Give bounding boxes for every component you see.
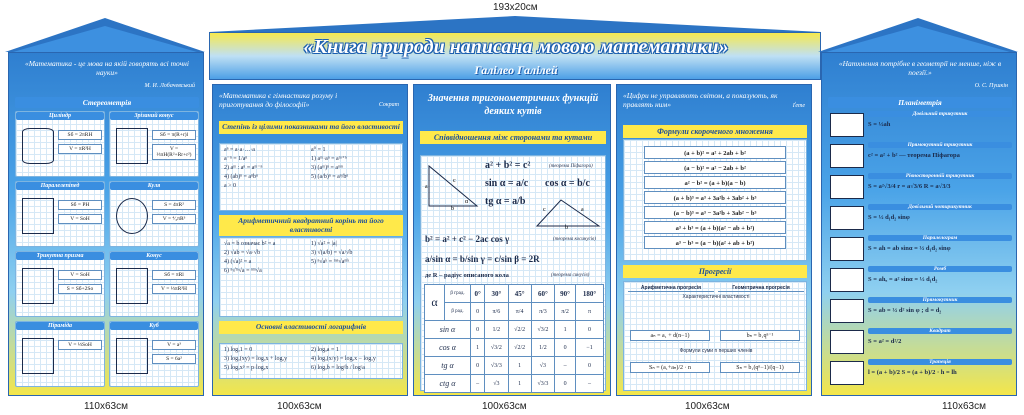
mid1-formula: 4) (ab)ⁿ = aⁿbⁿ xyxy=(224,174,258,180)
plan-shape-icon xyxy=(830,113,864,137)
progression-col-arith: Арифметична прогресія xyxy=(628,285,714,292)
stereo-card xyxy=(109,321,199,387)
plan-shape-icon xyxy=(830,144,864,168)
trig-rad-cell: π/2 xyxy=(555,303,576,321)
plan-shape-icon xyxy=(830,175,864,199)
svg-text:a: a xyxy=(425,184,428,190)
tg-formula: tg α = a/b xyxy=(485,196,526,207)
mid1-formula: 2) logₐa = 1 xyxy=(311,347,339,353)
mid1-panel xyxy=(212,84,408,396)
mid1-formula: 2) √ab = √a·√b xyxy=(224,250,261,256)
right-quote: «Натхнення потрібне в геометрії не менше, ніж в поезії.» xyxy=(838,59,1002,78)
dim-right: 110х63см xyxy=(942,401,986,412)
mid1-formula: 5) ⁿ√aᵏ = ᵐⁿ√aᵐᵏ xyxy=(311,259,350,265)
mid1-formula: 1) √a² = |a| xyxy=(311,241,337,247)
plan-item xyxy=(828,173,1012,202)
mid1-section-title: Арифметичний квадратний корінь та його властивості xyxy=(219,215,403,236)
trig-cell: √3 xyxy=(485,375,508,393)
stereo-card-label: Паралелепіпед xyxy=(16,182,104,190)
right-author: О. С. Пушкін xyxy=(974,83,1008,89)
short-mult-formula: a³ + b³ = (a + b)(a² − ab + b²) xyxy=(644,221,786,234)
trig-cell: tg α xyxy=(425,357,471,375)
trig-rad-cell: π xyxy=(576,303,604,321)
trig-header-cell: α xyxy=(425,285,445,321)
plan-shape-icon xyxy=(830,268,864,292)
mid1-author: Сократ xyxy=(378,102,399,108)
plan-item-label: Паралелограм xyxy=(868,235,1012,241)
progression-formula-1: aₙ = a₁ + d(n−1) xyxy=(630,330,710,341)
progression-col-geom: Геометрична прогресія xyxy=(718,285,804,292)
pythagoras-note: (теорема Піфагора) xyxy=(549,164,593,169)
plan-item xyxy=(828,204,1012,233)
trig-cell: 1/2 xyxy=(531,339,554,357)
sin-formula: sin α = a/c xyxy=(485,178,529,189)
trig-cell: 0 xyxy=(576,357,604,375)
dim-top: 193х20см xyxy=(493,2,538,13)
plan-item xyxy=(828,111,1012,140)
mid1-section-body xyxy=(219,343,403,379)
mid1-formula: 2) aᵐ : aⁿ = aᵐ⁻ⁿ xyxy=(224,165,263,171)
r-note: де R – радіус описаного кола xyxy=(425,272,509,279)
banner xyxy=(209,32,821,80)
mid1-formula: 3) logₐ(xy) = logₐx + logₐy xyxy=(224,356,288,362)
progression-card xyxy=(623,281,807,391)
short-mult-formula: (a − b)³ = a³ − 3a²b + 3ab² − b³ xyxy=(644,206,786,219)
progression-formula-2: bₙ = b₁qⁿ⁻¹ xyxy=(720,330,800,341)
right-items xyxy=(828,111,1012,393)
plan-shape-icon xyxy=(830,237,864,261)
mid3-panel xyxy=(616,84,812,396)
mid1-formula: 5) (a/b)ⁿ = aⁿ/bⁿ xyxy=(311,174,349,180)
trig-header-cell: β град. xyxy=(445,285,471,303)
trig-cell: ctg α xyxy=(425,375,471,393)
mid1-formula: 3) (aᵐ)ⁿ = aᵐⁿ xyxy=(311,165,343,171)
trig-header-cell: 90° xyxy=(555,285,576,303)
svg-text:a: a xyxy=(581,207,584,213)
trig-cell: sin α xyxy=(425,321,471,339)
pythagoras: a² + b² = c² xyxy=(485,160,531,171)
stereo-formula: Sб = 2πRH xyxy=(58,130,102,140)
trig-cell: 1 xyxy=(508,375,531,393)
stereo-formula: V = ⅓πH(R²+Rr+r²) xyxy=(152,144,196,160)
trig-cell: – xyxy=(576,375,604,393)
dim-mid2: 100х63см xyxy=(482,401,527,412)
plan-item xyxy=(828,266,1012,295)
plan-item-label: Довільний трикутник xyxy=(868,111,1012,117)
left-panel xyxy=(8,52,204,396)
sine-law: a/sin α = b/sin γ = c/sin β = 2R xyxy=(425,254,540,264)
plan-shape-icon xyxy=(830,206,864,230)
stereo-formula: Sб = πRl xyxy=(152,270,196,280)
trig-row xyxy=(425,375,604,393)
plan-item xyxy=(828,328,1012,357)
trig-cell: √3/3 xyxy=(531,375,554,393)
shape-icon xyxy=(116,128,148,164)
mid1-formula: a⁰ = 1 xyxy=(311,147,326,153)
plan-item xyxy=(828,297,1012,326)
stereo-formula: V = ⁴⁄₃πR³ xyxy=(152,214,196,224)
trig-rad-cell: π/4 xyxy=(508,303,531,321)
plan-item-label: Квадрат xyxy=(868,328,1012,334)
stereo-card xyxy=(15,321,105,387)
plan-item-label: Довільний чотирикутник xyxy=(868,204,1012,210)
trig-rad-cell: 0 xyxy=(471,303,485,321)
plan-formula: S = ½ah xyxy=(868,121,891,128)
stereo-card-label: Куб xyxy=(110,322,198,330)
plan-formula: S = ah = ab sinα = ½ d₁d₂ sinφ xyxy=(868,245,951,252)
mid1-section-title: Степінь із цілими показниками та його властивості xyxy=(219,121,403,134)
mid1-formula: 1) logₐ1 = 0 xyxy=(224,347,253,353)
plan-item xyxy=(828,359,1012,388)
shape-icon xyxy=(22,128,54,164)
stereo-card-label: Піраміда xyxy=(16,322,104,330)
banner-author: Галілео Галілей xyxy=(474,63,558,77)
banner-roof xyxy=(209,16,821,32)
plan-item-label: Прямокутний трикутник xyxy=(868,142,1012,148)
mid1-formula: √a = b означає b² = a xyxy=(224,241,276,247)
trig-cell: 0 xyxy=(555,339,576,357)
left-items xyxy=(15,111,199,393)
shape-icon xyxy=(22,198,54,234)
mid2-section: Співвідношення між сторонами та кутами xyxy=(420,131,606,144)
stereo-formula: V = πR²H xyxy=(58,144,102,154)
trig-cell: −1 xyxy=(576,339,604,357)
stereo-card xyxy=(109,251,199,317)
trig-cell: 0 xyxy=(555,375,576,393)
mid1-formula: a⁻ⁿ = 1/aⁿ xyxy=(224,156,248,162)
stereo-card-label: Трикутна призма xyxy=(16,252,104,260)
mid3-section: Формули скороченого множення xyxy=(623,125,807,138)
dim-mid1: 100х63см xyxy=(277,401,322,412)
trig-cell: 0 xyxy=(471,357,485,375)
progression-title: Прогресії xyxy=(623,265,807,278)
trig-cell: 1 xyxy=(555,321,576,339)
stereo-formula: S = 6a² xyxy=(152,354,196,364)
plan-formula: S = ½ d₁d₂ sinφ xyxy=(868,214,910,221)
stereo-card-label: Зрізаний конус xyxy=(110,112,198,120)
trig-header-cell: 45° xyxy=(508,285,531,303)
trig-row xyxy=(425,339,604,357)
trig-header-cell: 30° xyxy=(485,285,508,303)
stereo-formula: V = ⅓SоH xyxy=(58,340,102,350)
stereo-formula: Sб = PH xyxy=(58,200,102,210)
dim-mid3: 100х63см xyxy=(685,401,730,412)
mid2-panel xyxy=(413,84,611,396)
svg-text:α: α xyxy=(465,199,469,205)
cos-formula: cos α = b/c xyxy=(545,178,590,189)
mid2-title: Значення тригонометричних функцій деяких кутів xyxy=(427,93,599,117)
stereo-formula: Sб = π(R+r)l xyxy=(152,130,196,140)
mid1-formula: aⁿ = a·a·…·a xyxy=(224,147,255,153)
progression-formula-4: Sₙ = b₁(qⁿ−1)/(q−1) xyxy=(720,362,800,373)
banner-title: «Книга природи написана мовою математики» xyxy=(303,36,729,58)
stereo-formula: V = ⅓πR²H xyxy=(152,284,196,294)
trig-rad-cell: π/3 xyxy=(531,303,554,321)
stereo-card xyxy=(15,111,105,177)
stereo-formula: V = SоH xyxy=(58,270,102,280)
progression-formula-3: Sₙ = (a₁+aₙ)/2 · n xyxy=(630,362,710,373)
plan-formula: S = ahₐ = a² sinα = ½ d₁d₂ xyxy=(868,276,938,283)
trig-header-cell: 180° xyxy=(576,285,604,303)
trig-row xyxy=(425,321,604,339)
mid3-quote: «Цифри не управляють світом, а показують, як правлять ним» xyxy=(623,91,778,110)
right-panel xyxy=(821,52,1017,396)
mid1-section-title: Основні властивості логарифмів xyxy=(219,321,403,334)
shape-icon xyxy=(22,338,54,374)
plan-shape-icon xyxy=(830,330,864,354)
stereo-card xyxy=(109,111,199,177)
left-quote: «Математика - це мова на якій говорять всі точні науки» xyxy=(24,59,189,78)
stereo-formula: S = 4πR² xyxy=(152,200,196,210)
stereo-card-label: Куля xyxy=(110,182,198,190)
mid1-formula: 5) logₐxᵖ = p·logₐx xyxy=(224,365,269,371)
mid1-formula: a > 0 xyxy=(224,183,237,189)
stereo-card xyxy=(15,251,105,317)
trig-cell: cos α xyxy=(425,339,471,357)
stereo-card-label: Циліндр xyxy=(16,112,104,120)
svg-text:c: c xyxy=(543,207,546,213)
mid1-formula: 4) logₐ(x/y) = logₐx − logₐy xyxy=(311,356,376,362)
plan-formula: S = a²√3/4 r = a√3/6 R = a√3/3 xyxy=(868,183,951,190)
shape-icon xyxy=(22,268,54,304)
plan-item-label: Ромб xyxy=(868,266,1012,272)
plan-item-label: Рівносторонній трикутник xyxy=(868,173,1012,179)
short-mult-formula: a² − b² = (a + b)(a − b) xyxy=(644,176,786,189)
short-mult-formula: (a − b)² = a² − 2ab + b² xyxy=(644,161,786,174)
shape-icon xyxy=(116,268,148,304)
shape-icon xyxy=(116,198,148,234)
trig-header-row xyxy=(425,285,604,303)
stereo-formula: S = Sб+2Sо xyxy=(58,284,102,294)
plan-formula: S = ab = ½ d² sin φ ; d = d₂ xyxy=(868,307,942,314)
short-mult-formula: (a + b)² = a² + 2ab + b² xyxy=(644,146,786,159)
stereo-formula: V = a³ xyxy=(152,340,196,350)
trig-header-cell: 60° xyxy=(531,285,554,303)
plan-shape-icon xyxy=(830,361,864,385)
cosine-note: (теорема косинусів) xyxy=(553,237,596,242)
sine-note: (теорема синусів) xyxy=(551,273,590,278)
svg-text:b: b xyxy=(451,206,454,210)
plan-item-label: Трапеція xyxy=(868,359,1012,365)
plan-item xyxy=(828,142,1012,171)
trig-table xyxy=(424,284,604,393)
obtuse-triangle-icon xyxy=(533,196,603,230)
trig-row xyxy=(425,357,604,375)
short-mult-formula: (a + b)³ = a³ + 3a²b + 3ab² + b³ xyxy=(644,191,786,204)
left-section-title: Стереометрія xyxy=(15,97,199,108)
trig-rad-cell: β рад. xyxy=(445,303,471,321)
trig-cell: 1 xyxy=(471,339,485,357)
mid1-formula: 6) ⁿ√ᵐ√a = ⁿᵐ√a xyxy=(224,268,262,274)
right-section-title: Планіметрія xyxy=(828,97,1012,108)
trig-cell: √3/2 xyxy=(485,339,508,357)
plan-item xyxy=(828,235,1012,264)
mid1-formula: 4) (√a)² = a xyxy=(224,259,252,265)
short-mult-formula: a³ − b³ = (a − b)(a² + ab + b²) xyxy=(644,236,786,249)
trig-header-cell: 0° xyxy=(471,285,485,303)
trig-cell: √3/2 xyxy=(531,321,554,339)
svg-text:c: c xyxy=(453,178,456,184)
mid1-formula: 3) √(a/b) = √a/√b xyxy=(311,250,353,256)
plan-item-label: Прямокутник xyxy=(868,297,1012,303)
progression-mid: Характеристичні властивості xyxy=(682,294,750,300)
trig-cell: √3/3 xyxy=(485,357,508,375)
svg-text:b: b xyxy=(565,225,568,230)
trig-cell: – xyxy=(555,357,576,375)
left-author: М. И. Лобачевський xyxy=(144,83,195,89)
trig-cell: 1/2 xyxy=(485,321,508,339)
trig-cell: – xyxy=(471,375,485,393)
shape-icon xyxy=(116,338,148,374)
stereo-formula: V = SоH xyxy=(58,214,102,224)
mid1-formula: 6) logₐb = logᶜb / logᶜa xyxy=(311,365,365,371)
trig-rad-cell: π/6 xyxy=(485,303,508,321)
stereo-card-label: Конус xyxy=(110,252,198,260)
trig-rad-row xyxy=(425,303,604,321)
trig-cell: 0 xyxy=(576,321,604,339)
mid1-section-body xyxy=(219,143,403,211)
right-triangle-icon xyxy=(425,162,481,210)
mid3-author: Ґете xyxy=(792,103,805,109)
progression-sum: Формули суми n перших членів xyxy=(679,348,753,354)
cosine-law: b² = a² + c² − 2ac cos γ xyxy=(425,234,510,244)
trig-cell: 0 xyxy=(471,321,485,339)
mid2-card xyxy=(420,155,606,391)
plan-formula: S = a² = d²/2 xyxy=(868,338,902,345)
dim-left: 110х63см xyxy=(84,401,128,412)
plan-shape-icon xyxy=(830,299,864,323)
mid1-section-body xyxy=(219,237,403,317)
stereo-card xyxy=(109,181,199,247)
mid1-formula: 1) aᵐ·aⁿ = aᵐ⁺ⁿ xyxy=(311,156,347,162)
mid1-sections xyxy=(219,121,403,393)
left-panel-roof-inner xyxy=(13,26,197,52)
mid1-quote: «Математика є гімнастика розуму і приготування до філософії» xyxy=(219,91,338,110)
mid3-formulas xyxy=(623,139,807,261)
trig-cell: 1 xyxy=(508,357,531,375)
plan-formula: l = (a + b)/2 S = (a + b)/2 · h = lh xyxy=(868,369,957,376)
plan-formula: c² = a² + b² — теорема Піфагора xyxy=(868,152,960,159)
trig-cell: √2/2 xyxy=(508,339,531,357)
stereo-card xyxy=(15,181,105,247)
right-panel-roof-inner xyxy=(826,26,1010,52)
trig-cell: √3 xyxy=(531,357,554,375)
trig-cell: √2/2 xyxy=(508,321,531,339)
